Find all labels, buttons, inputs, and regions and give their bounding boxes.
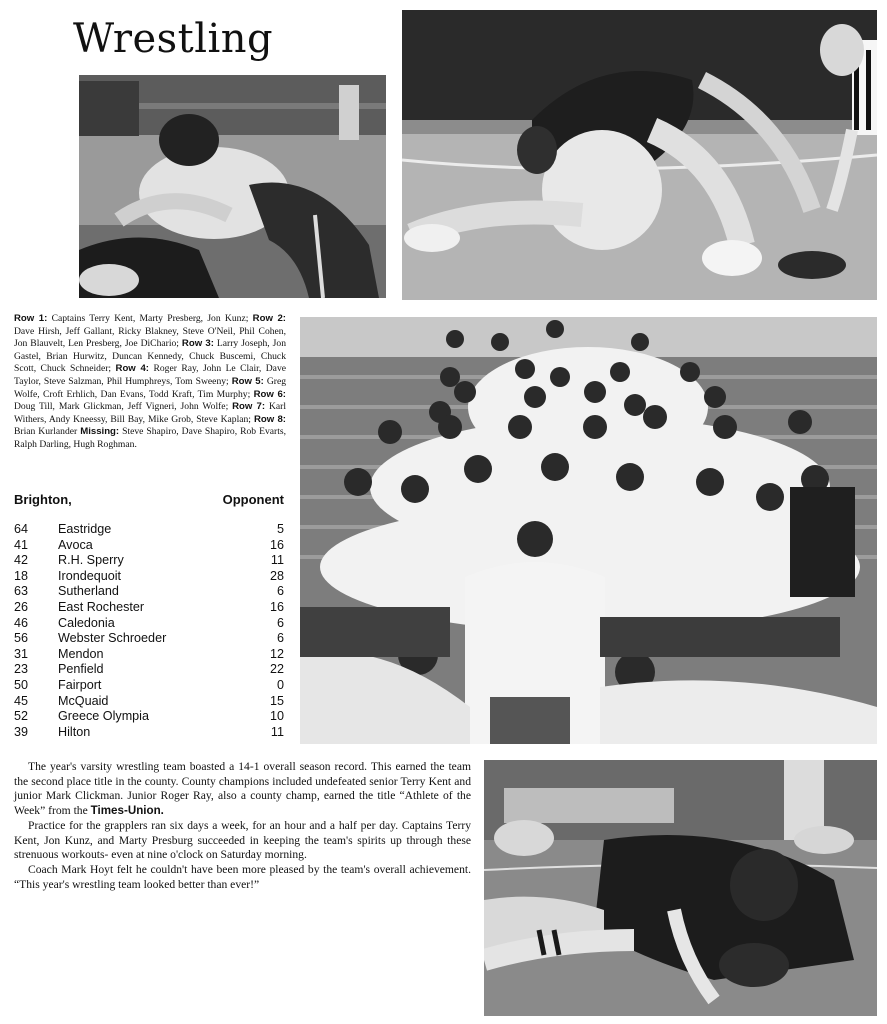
schedule-header [14, 492, 284, 507]
roster-row-8: Row 8: Brian Kurlander [14, 413, 286, 438]
schedule-row: 18 Irondequoit 28 [14, 568, 284, 583]
roster-row-5: Row 5: Greg Wolfe, Croft Erhlich, Dan Evans, Todd Kraft, Tim Murphy; [14, 375, 287, 400]
roster-row-6: Row 6: Doug Till, Mark Glickman, Jeff Vigneri, John Wolfe; [14, 388, 286, 413]
schedule-row: 26 East Rochester 16 [14, 599, 284, 614]
schedule-row: 45 McQuaid 15 [14, 693, 284, 708]
schedule-row: 63 Sutherland 6 [14, 584, 284, 599]
roster-row-3: Row 3: Larry Joseph, Jon Gastel, Brian Hurwitz, Duncan Kennedy, Chuck Buscemi, Chuck Scott, Chuck Schneider; [14, 338, 287, 375]
schedule-header-team: Brighton, [14, 492, 72, 507]
wrestling-photo-bottom-right [484, 760, 877, 1016]
schedule-row: 31 Mendon 12 [14, 646, 284, 661]
roster-row-7: Row 7: Karl Withers, Andy Kneessy, Bill Bay, Mike Grob, Steve Kaplan; [14, 401, 286, 425]
schedule-row: 52 Greece Olympia 10 [14, 709, 284, 724]
schedule-row: 56 Webster Schroeder 6 [14, 631, 284, 646]
story-paragraph-2: Practice for the grapplers ran six days a week, for an hour and a half per day. Captains Terry Kent, Jon Kunz, and Marty Presburg succeeded in keeping the team's spirits up through these strenuous workouts- even at nine o'clock on Saturday morning. [14, 818, 471, 862]
roster-row-1: Row 1: Captains Terry Kent, Marty Presberg, Jon Kunz; [14, 313, 249, 324]
schedule-row: 50 Fairport 0 [14, 677, 284, 692]
roster-row-2: Row 2: Dave Hirsh, Jeff Gallant, Ricky Blakney, Steve O'Neil, Phil Cohen, Jon Blauvelt, Len Presberg, Joe DiChario; [14, 313, 286, 350]
schedule-header-opponent: Opponent [222, 492, 284, 507]
schedule-row: 39 Hilton 11 [14, 724, 284, 739]
schedule-table [14, 522, 284, 740]
season-story [14, 760, 471, 892]
story-paragraph-1: The year's varsity wrestling team boasted a 14-1 overall season record. This earned the team the second place title in the county. County champions included undefeated senior Terry Kent and junior Mark Clickman. Junior Roger Ray, also a county champ, earned the title “Athlete of the Week” from the Times-Union. [14, 760, 471, 818]
roster-caption [14, 313, 286, 452]
team-photo [300, 317, 877, 744]
roster-row-4: Row 4: Roger Ray, John Le Clair, Dave Taylor, Steve Salzman, Phil Humphreys, Tom Sweeny; [14, 363, 286, 387]
roster-missing: Missing: Steve Shapiro, Dave Shapiro, Rob Evarts, Ralph Darling, Hugh Roghman. [14, 426, 286, 450]
story-paragraph-3: Coach Mark Hoyt felt he couldn't have been more pleased by the team's overall achievement. “This year's wrestling team looked better than ever!” [14, 862, 471, 891]
schedule-row: 42 R.H. Sperry 11 [14, 553, 284, 568]
schedule-row: 64 Eastridge 5 [14, 522, 284, 536]
schedule-row: 41 Avoca 16 [14, 537, 284, 552]
schedule-row: 46 Caledonia 6 [14, 615, 284, 630]
wrestling-photo-top-left [79, 75, 386, 298]
wrestling-photo-top-right [402, 10, 877, 300]
page-title: Wrestling [73, 16, 274, 62]
schedule-row: 23 Penfield 22 [14, 662, 284, 677]
